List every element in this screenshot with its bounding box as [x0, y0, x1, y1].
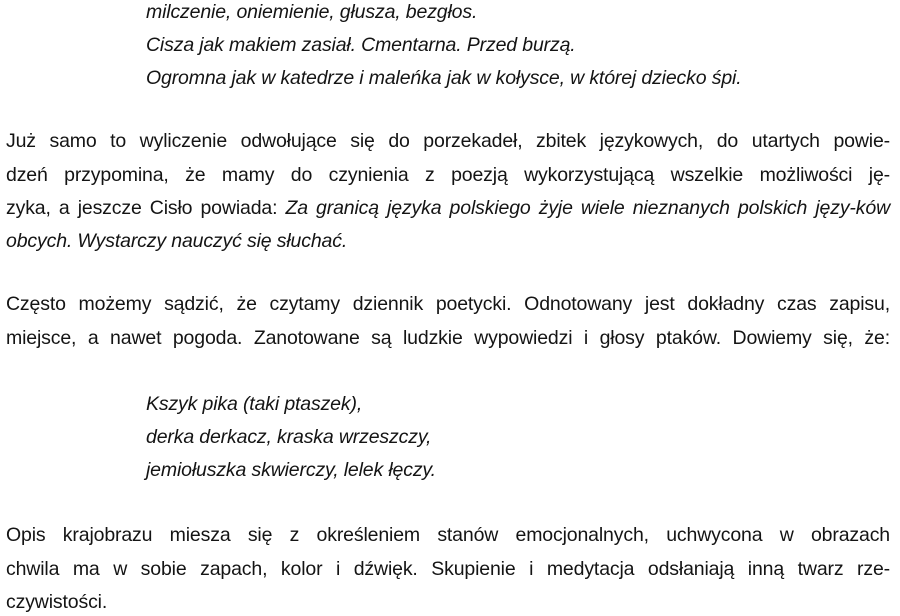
paragraph-line-mixed: [6, 194, 890, 222]
poem-line: Kszyk pika (taki ptaszek),: [146, 393, 363, 415]
poem-line: jemiołuszka skwierczy, lelek łęczy.: [146, 459, 436, 481]
paragraph-text: zyka, a jeszcze Cisło powiada:: [6, 197, 286, 219]
paragraph-line: Często możemy sądzić, że czytamy dziennik poetycki. Odnotowany jest dokładny czas zapisu,: [6, 293, 890, 315]
paragraph-line: chwila ma w sobie zapach, kolor i dźwięk. Skupienie i medytacja odsłaniają inną twarz rze-: [6, 558, 890, 580]
quotation-italic: Za granicą języka polskiego żyje wiele nieznanych polskich języ-ków: [285, 197, 890, 219]
poem-line: milczenie, oniemienie, głusza, bezgłos.: [146, 1, 478, 23]
quotation-italic-line: obcych. Wystarczy nauczyć się słuchać.: [6, 230, 348, 252]
poem-line: Ogromna jak w katedrze i maleńka jak w kołysce, w której dziecko śpi.: [146, 67, 742, 89]
paragraph-line: czywistości.: [6, 591, 108, 613]
paragraph-line: Już samo to wyliczenie odwołujące się do porzekadeł, zbitek językowych, do utartych powie-: [6, 130, 890, 152]
poem-line: Cisza jak makiem zasiał. Cmentarna. Przed burzą.: [146, 34, 576, 56]
poem-line: derka derkacz, kraska wrzeszczy,: [146, 426, 432, 448]
paragraph-line: miejsce, a nawet pogoda. Zanotowane są ludzkie wypowiedzi i głosy ptaków. Dowiemy się, że:: [6, 327, 890, 349]
paragraph-line: Opis krajobrazu miesza się z określeniem stanów emocjonalnych, uchwycona w obrazach: [6, 524, 890, 546]
paragraph-line: dzeń przypomina, że mamy do czynienia z poezją wykorzystującą wszelkie możliwości ję-: [6, 164, 890, 186]
